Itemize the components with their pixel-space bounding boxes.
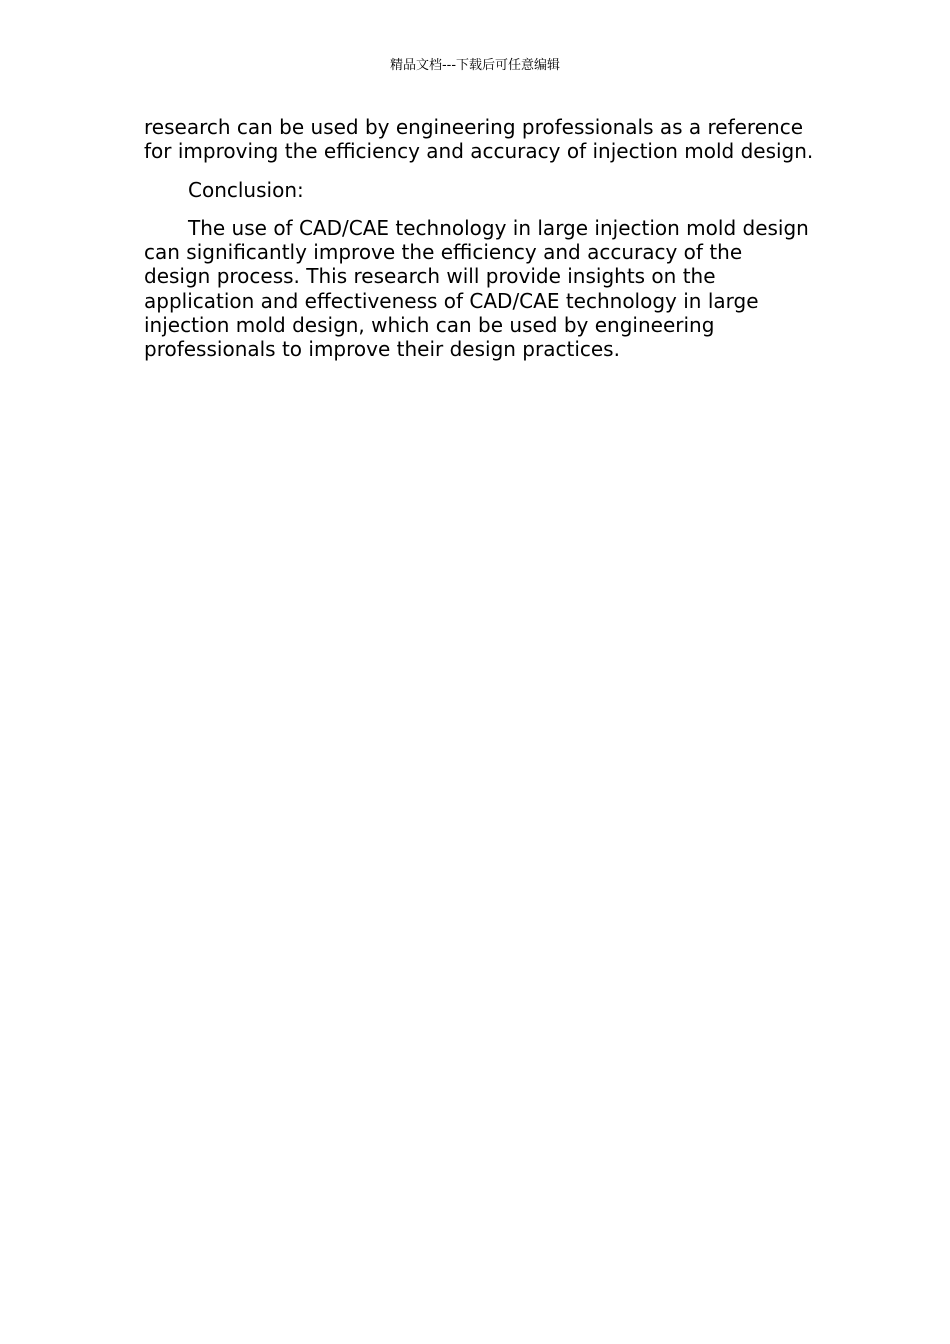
conclusion-heading: Conclusion: <box>188 177 304 202</box>
paragraph-continuation: research can be used by engineering professionals as a reference for improving the efficiency and accuracy of injection mold design. <box>144 115 814 164</box>
document-body <box>144 115 814 376</box>
conclusion-paragraph: The use of CAD/CAE technology in large injection mold design can significantly improve the efficiency and accuracy of the design process. This research will provide insights on the application and effectiveness of CAD/CAE technology in large injection mold design, which can be used by engineering professionals to improve their design practices. <box>144 215 809 362</box>
page-header: 精品文档---下载后可任意编辑 <box>389 58 561 73</box>
